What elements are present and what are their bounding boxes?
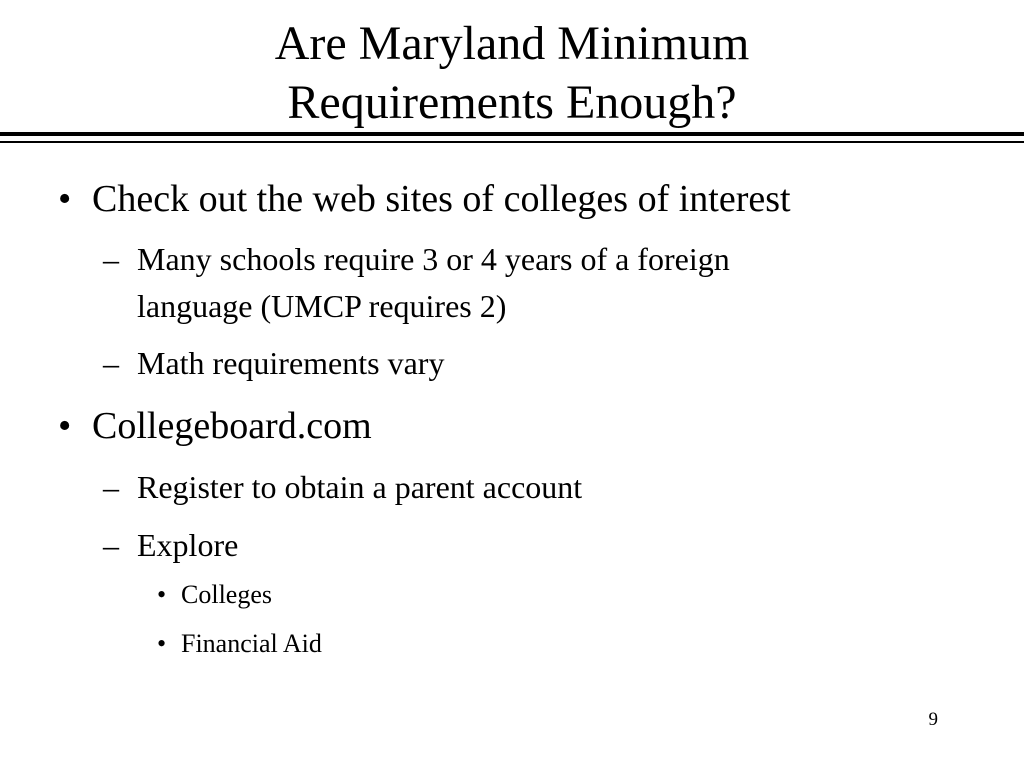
- sub-bullet-text: Math requirements vary: [137, 345, 445, 381]
- slide-title-line-1: Are Maryland Minimum: [274, 17, 750, 70]
- slide-title: [0, 14, 1024, 132]
- bullet-marker: •: [157, 580, 167, 609]
- sub-sub-bullet-text: Financial Aid: [181, 629, 322, 658]
- bullet-text: Collegeboard.com: [92, 405, 372, 447]
- bullet-marker: •: [58, 405, 72, 447]
- slide-title-line-2: Requirements Enough?: [287, 76, 737, 129]
- dash-marker: –: [103, 469, 119, 505]
- bullet-marker: •: [58, 178, 72, 220]
- sub-sub-bullet-text: Colleges: [181, 580, 272, 609]
- dash-marker: –: [103, 527, 119, 563]
- title-rule-thick: [0, 132, 1024, 136]
- sub-bullet-text: language (UMCP requires 2): [137, 288, 507, 324]
- dash-marker: –: [103, 345, 119, 381]
- sub-bullet-text: Explore: [137, 527, 239, 563]
- page-number: 9: [928, 709, 938, 730]
- bullet-text: Check out the web sites of colleges of interest: [92, 178, 791, 220]
- sub-bullet-text: Register to obtain a parent account: [137, 469, 583, 505]
- title-rule-thin: [0, 141, 1024, 143]
- sub-bullet-text: Many schools require 3 or 4 years of a foreign: [137, 241, 730, 277]
- dash-marker: –: [103, 241, 119, 277]
- bullet-marker: •: [157, 629, 167, 658]
